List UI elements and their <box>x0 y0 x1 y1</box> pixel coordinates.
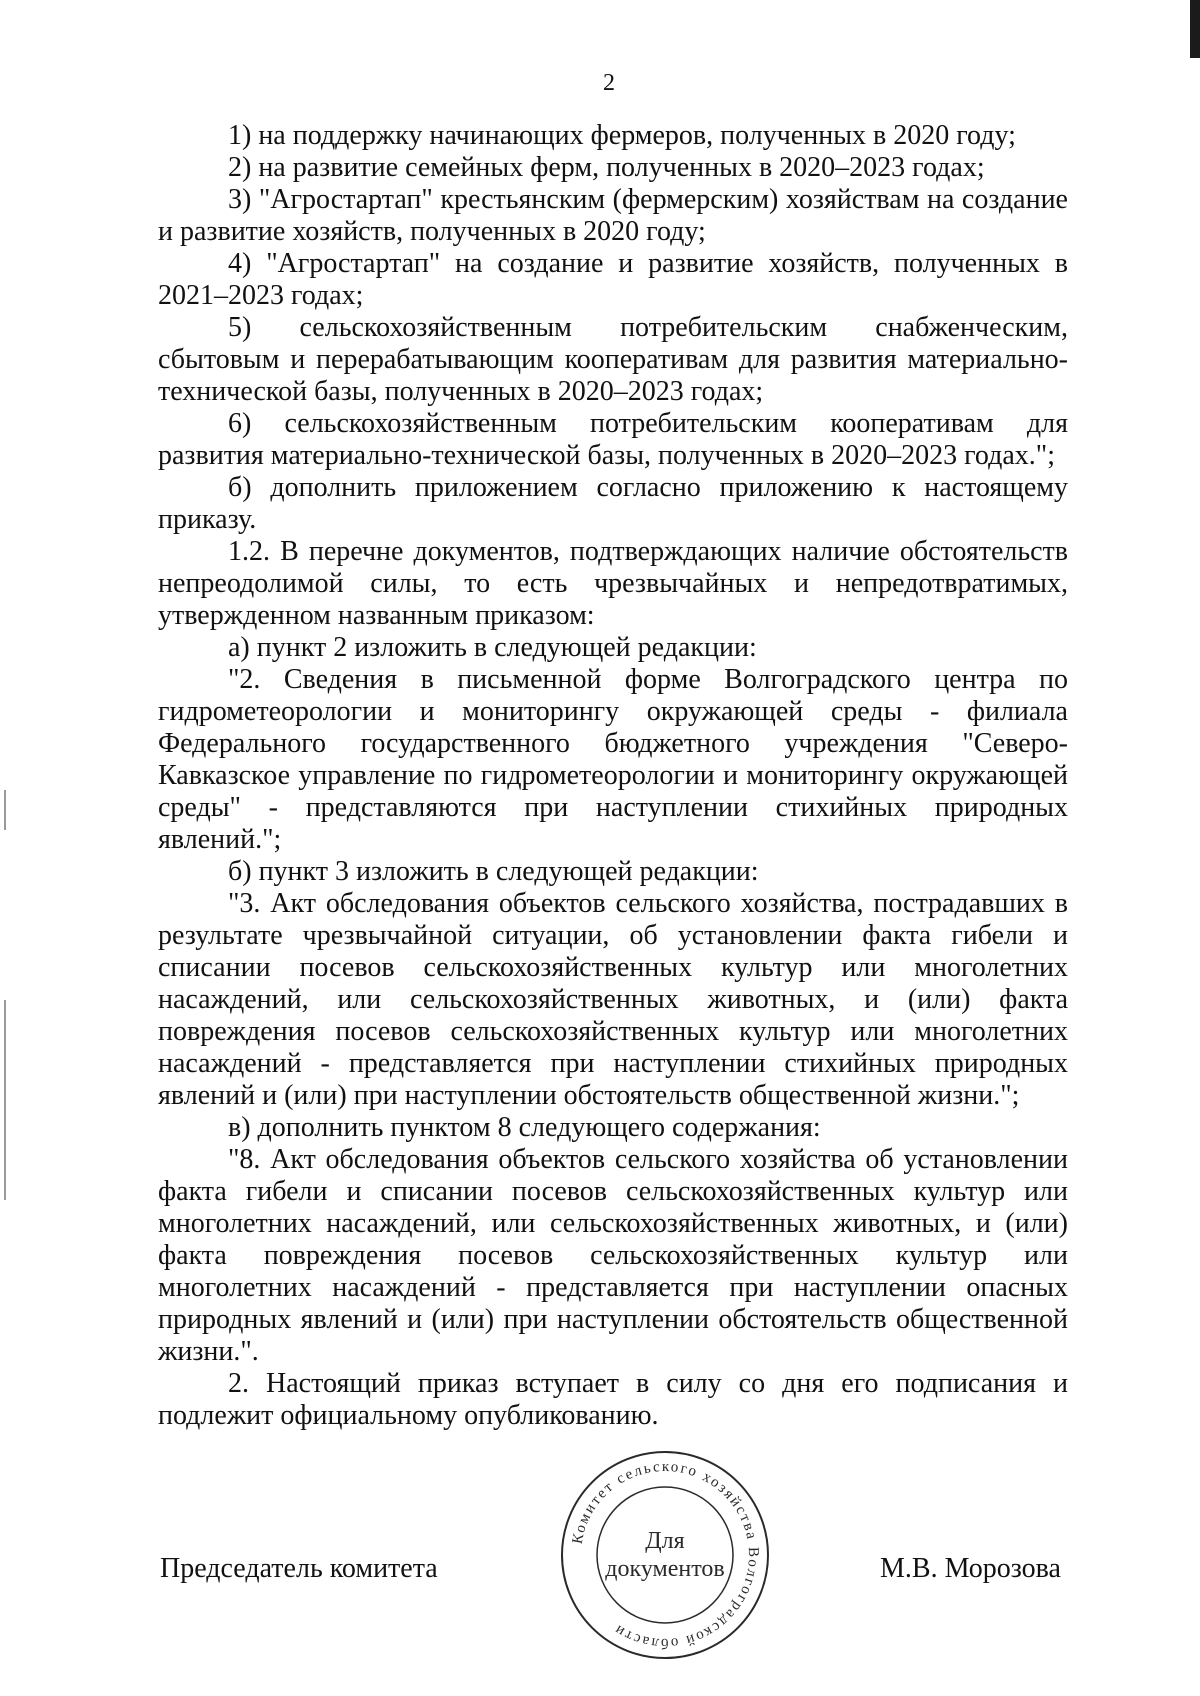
paragraph: 2. Настоящий приказ вступает в силу со дня его подписания и подлежит официальному опубликованию. <box>158 1368 1068 1431</box>
paragraph: "2. Сведения в письменной форме Волгоградского центра по гидрометеорологии и мониторингу окружающей среды - филиала Федерального государственного бюджетного учреждения "Северо-Кавказское управление по гидрометеорологии и мониторингу окружающей среды" - представляются при наступлении стихийных природных явлений."; <box>158 664 1068 855</box>
scan-edge-mark <box>4 1000 6 1200</box>
official-stamp <box>550 1440 780 1670</box>
paragraph: 4) "Агростартап" на создание и развитие хозяйств, полученных в 2021–2023 годах; <box>158 248 1068 311</box>
stamp-center-line: документов <box>605 1556 725 1582</box>
signatory-position: Председатель комитета <box>160 1553 438 1584</box>
signatory-name: М.В. Морозова <box>880 1553 1061 1584</box>
stamp-center-line: Для <box>645 1528 685 1554</box>
paragraph: б) пункт 3 изложить в следующей редакции: <box>228 856 759 887</box>
paragraph: 3) "Агростартап" крестьянским (фермерским) хозяйствам на создание и развитие хозяйств, полученных в 2020 году; <box>158 184 1068 247</box>
scan-edge-mark <box>4 790 6 830</box>
paragraph: 1) на поддержку начинающих фермеров, полученных в 2020 году; <box>228 120 1016 151</box>
stamp-ring-text: Комитет сельского хозяйства Волгоградской области <box>569 1458 762 1652</box>
document-body <box>158 120 1068 1432</box>
paragraph: "3. Акт обследования объектов сельского хозяйства, пострадавших в результате чрезвычайной ситуации, об установлении факта гибели и списании посевов сельскохозяйственных культур или многолетних насаждений, или сельскохозяйственных животных, и (или) факта повреждения посевов сельскохозяйственных культур или многолетних насаждений - представляется при наступлении стихийных природных явлений и (или) при наступлении обстоятельств общественной жизни."; <box>158 888 1068 1111</box>
paragraph: а) пункт 2 изложить в следующей редакции: <box>228 632 757 663</box>
page-number: 2 <box>603 70 615 96</box>
paragraph: б) дополнить приложением согласно приложению к настоящему приказу. <box>158 472 1068 535</box>
stamp-inner-ring <box>597 1487 733 1623</box>
paragraph: 5) сельскохозяйственным потребительским снабженческим, сбытовым и перерабатывающим кооперативам для развития материально-технической базы, полученных в 2020–2023 годах; <box>158 312 1068 407</box>
paragraph: в) дополнить пунктом 8 следующего содержания: <box>228 1112 821 1143</box>
paragraph: "8. Акт обследования объектов сельского хозяйства об установлении факта гибели и списании посевов сельскохозяйственных культур или многолетних насаждений, или сельскохозяйственных животных, и (или) факта повреждения посевов сельскохозяйственных культур или многолетних насаждений - представляется при наступлении опасных природных явлений и (или) при наступлении обстоятельств общественной жизни.". <box>158 1144 1068 1367</box>
scan-edge-mark <box>1190 0 1200 58</box>
paragraph: 6) сельскохозяйственным потребительским кооперативам для развития материально-технической базы, полученных в 2020–2023 годах."; <box>158 408 1068 471</box>
stamp-outer-ring <box>562 1452 768 1658</box>
paragraph: 1.2. В перечне документов, подтверждающих наличие обстоятельств непреодолимой силы, то есть чрезвычайных и непредотвратимых, утвержденном названным приказом: <box>158 536 1068 631</box>
paragraph: 2) на развитие семейных ферм, полученных в 2020–2023 годах; <box>228 152 985 183</box>
